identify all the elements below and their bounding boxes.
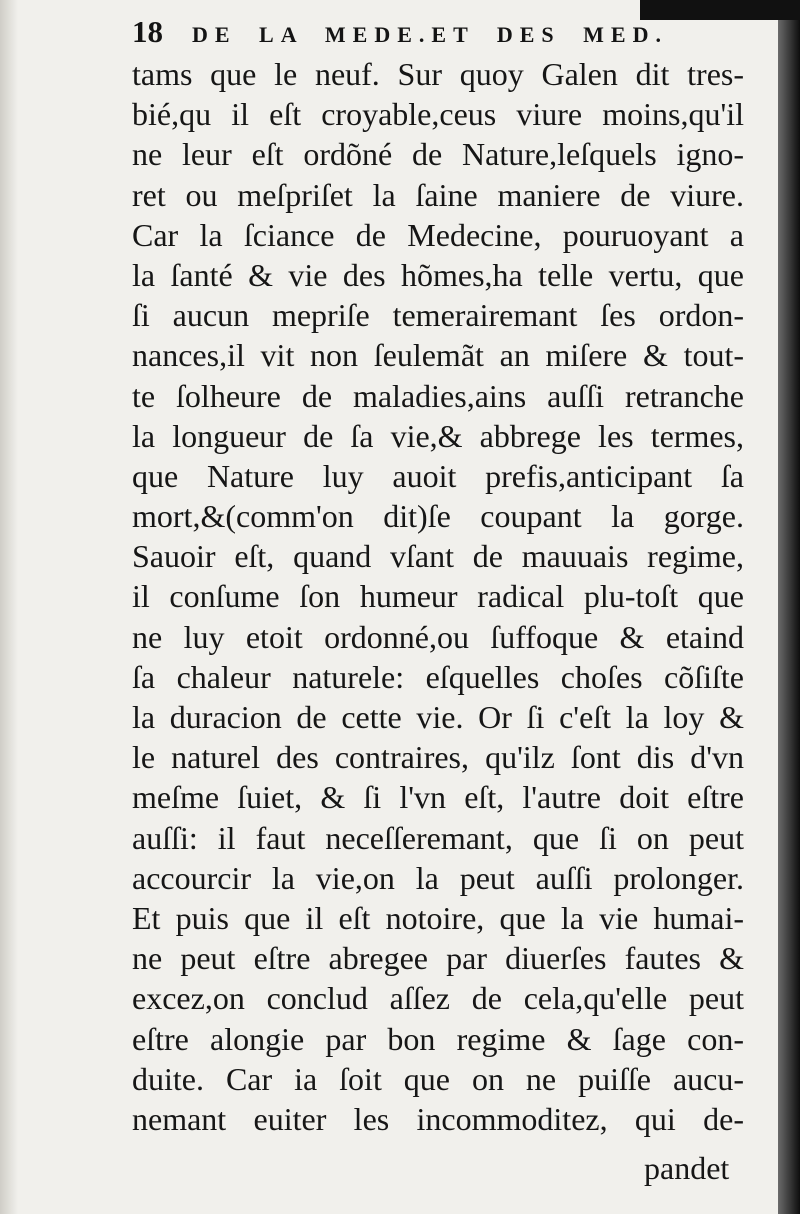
text-line: la longueur de ſa vie,& abbrege les termes, xyxy=(132,417,744,454)
text-line: nemant euiter les incommoditez, qui de- xyxy=(132,1100,744,1137)
text-line: accourcir la vie,on la peut auſſi prolonger. xyxy=(132,859,744,896)
body-text xyxy=(132,54,744,1139)
text-line: le naturel des contraires, qu'ilz ſont dis d'vn xyxy=(132,739,744,776)
text-line: nances,il vit non ſeulemãt an miſere & tout- xyxy=(132,337,744,374)
text-line: que Nature luy auoit prefis,anticipant ſa xyxy=(132,457,744,494)
text-line: Et puis que il eſt notoire, que la vie humai- xyxy=(132,899,744,936)
catchword: pandet xyxy=(644,1150,730,1186)
text-line: ne luy etoit ordonné,ou ſuffoque & etaind xyxy=(132,618,744,655)
text-line: excez,on conclud aſſez de cela,qu'elle peut xyxy=(132,980,744,1017)
text-line: auſſi: il faut neceſſeremant, que ſi on peut xyxy=(132,819,744,856)
running-title: DE LA MEDE.ET DES MED. xyxy=(192,22,668,47)
text-line: mort,&(comm'on dit)ſe coupant la gorge. xyxy=(132,498,744,535)
page-number: 18 xyxy=(132,14,163,49)
text-line: la duracion de cette vie. Or ſi c'eſt la loy & xyxy=(132,699,744,735)
text-line: ne leur eſt ordõné de Nature,leſquels igno- xyxy=(132,136,744,173)
text-line: ret ou meſpriſet la ſaine maniere de viure. xyxy=(132,176,744,213)
text-line: meſme ſuiet, & ſi l'vn eſt, l'autre doit eſtre xyxy=(132,779,744,816)
book-gutter xyxy=(778,0,800,1214)
text-line: te ſolheure de maladies,ains auſſi retranche xyxy=(132,377,744,414)
text-line: ne peut eſtre abregee par diuerſes fautes & xyxy=(132,940,744,977)
text-line: ſa chaleur naturele: eſquelles choſes cõſiſte xyxy=(132,658,744,695)
text-line: il conſume ſon humeur radical plu-toſt que xyxy=(132,578,744,615)
text-line: Car la ſciance de Medecine, pouruoyant a xyxy=(132,216,744,253)
text-line: bié,qu il eſt croyable,ceus viure moins,qu'il xyxy=(132,96,744,133)
text-line: duite. Car ia ſoit que on ne puiſſe aucu- xyxy=(132,1060,744,1097)
text-line: Sauoir eſt, quand vſant de mauuais regime, xyxy=(132,538,744,575)
text-line: tams que le neuf. Sur quoy Galen dit tres- xyxy=(132,56,744,92)
text-line: la ſanté & vie des hõmes,ha telle vertu, que xyxy=(132,256,744,293)
text-line: eſtre alongie par bon regime & ſage con- xyxy=(132,1020,744,1057)
scan-edge xyxy=(640,0,800,20)
text-line: ſi aucun mepriſe temerairemant ſes ordon- xyxy=(132,297,744,334)
